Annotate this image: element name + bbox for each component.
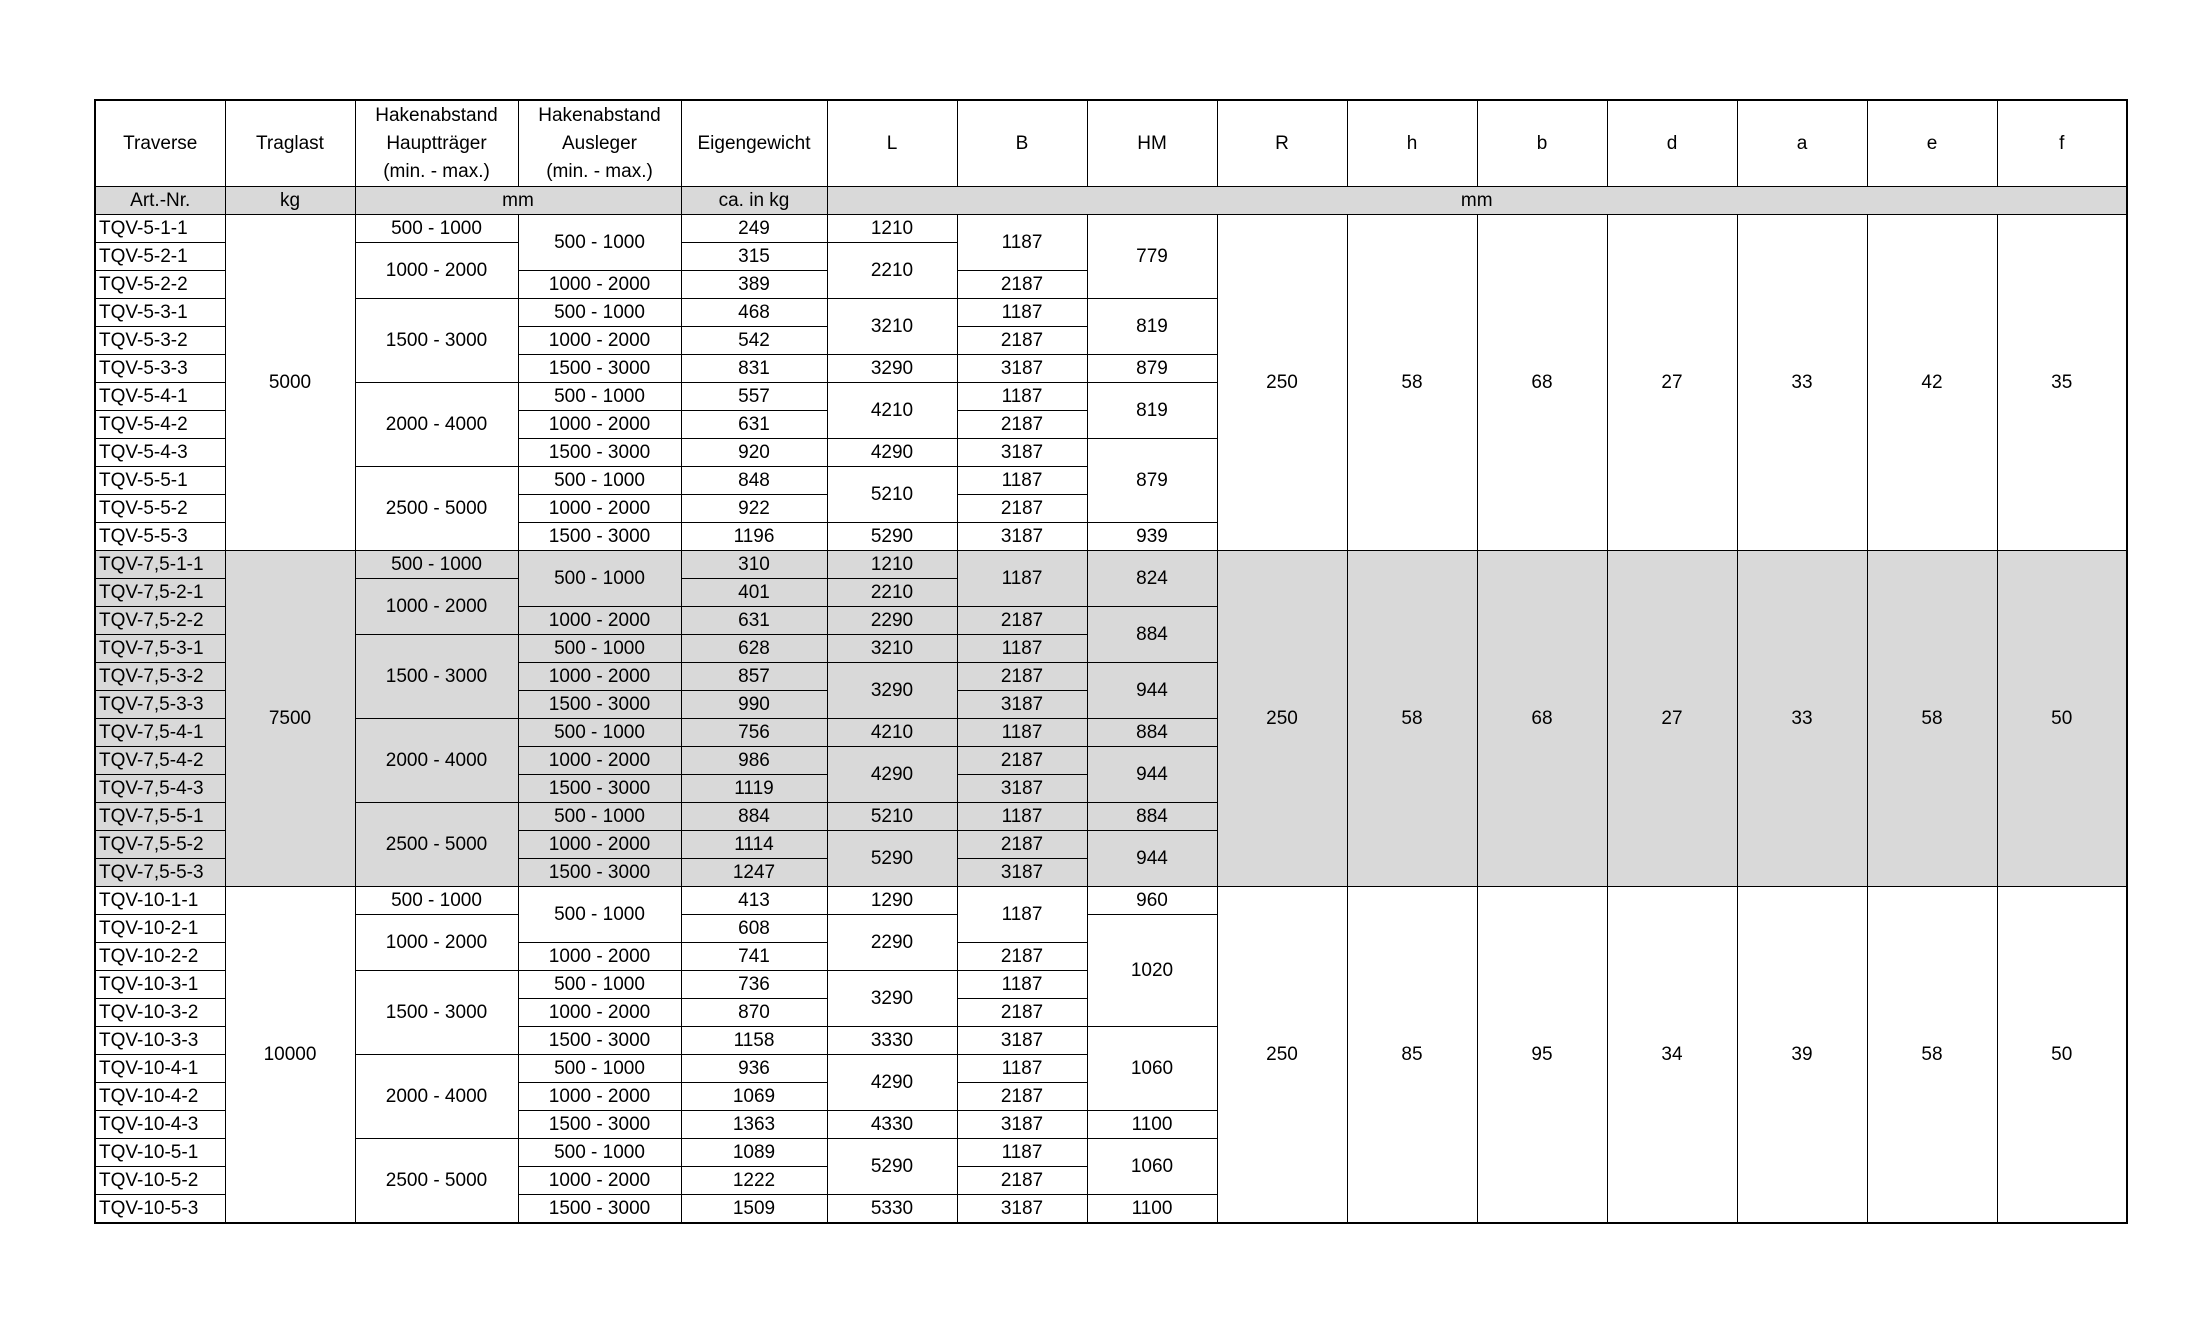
eigengewicht-cell: 736 [681, 971, 827, 999]
header-line: Ausleger [562, 132, 637, 154]
L-cell: 5290 [827, 523, 957, 551]
art-nr-cell: TQV-10-4-2 [95, 1083, 225, 1111]
HM-cell: 884 [1087, 803, 1217, 831]
table-row [95, 551, 2127, 579]
hakenabstand-haupttraeger-cell: 2000 - 4000 [355, 1055, 518, 1139]
B-cell: 3187 [957, 355, 1087, 383]
hakenabstand-ausleger-cell: 1500 - 3000 [518, 691, 681, 719]
B-cell: 2187 [957, 271, 1087, 299]
L-cell: 4290 [827, 747, 957, 803]
L-cell: 2210 [827, 579, 957, 607]
d-cell: 27 [1607, 215, 1737, 551]
L-cell: 5290 [827, 831, 957, 887]
eigengewicht-cell: 848 [681, 467, 827, 495]
art-nr-cell: TQV-5-5-1 [95, 467, 225, 495]
art-nr-cell: TQV-7,5-5-2 [95, 831, 225, 859]
art-nr-cell: TQV-10-5-2 [95, 1167, 225, 1195]
L-cell: 3210 [827, 635, 957, 663]
hakenabstand-haupttraeger-cell: 1000 - 2000 [355, 579, 518, 635]
hakenabstand-haupttraeger-cell: 500 - 1000 [355, 215, 518, 243]
art-nr-cell: TQV-10-3-2 [95, 999, 225, 1027]
header-b: b [1477, 100, 1607, 187]
hakenabstand-haupttraeger-cell: 2500 - 5000 [355, 467, 518, 551]
B-cell: 1187 [957, 887, 1087, 943]
B-cell: 2187 [957, 327, 1087, 355]
hakenabstand-ausleger-cell: 500 - 1000 [518, 299, 681, 327]
traglast-cell: 7500 [225, 551, 355, 887]
a-cell: 39 [1737, 887, 1867, 1224]
eigengewicht-cell: 542 [681, 327, 827, 355]
header-eigengewicht: Eigengewicht [681, 100, 827, 187]
b-cell: 68 [1477, 551, 1607, 887]
hakenabstand-ausleger-cell: 1000 - 2000 [518, 495, 681, 523]
HM-cell: 944 [1087, 663, 1217, 719]
header-hakenabstand-ausleger [518, 100, 681, 187]
R-cell: 250 [1217, 887, 1347, 1224]
art-nr-cell: TQV-7,5-4-1 [95, 719, 225, 747]
hakenabstand-ausleger-cell: 1000 - 2000 [518, 1167, 681, 1195]
hakenabstand-ausleger-cell: 1000 - 2000 [518, 271, 681, 299]
art-nr-cell: TQV-7,5-2-2 [95, 607, 225, 635]
B-cell: 2187 [957, 999, 1087, 1027]
hakenabstand-ausleger-cell: 500 - 1000 [518, 551, 681, 607]
art-nr-cell: TQV-10-3-3 [95, 1027, 225, 1055]
B-cell: 1187 [957, 467, 1087, 495]
art-nr-cell: TQV-10-4-3 [95, 1111, 225, 1139]
e-cell: 42 [1867, 215, 1997, 551]
eigengewicht-cell: 1222 [681, 1167, 827, 1195]
eigengewicht-cell: 986 [681, 747, 827, 775]
art-nr-cell: TQV-7,5-3-1 [95, 635, 225, 663]
h-cell: 58 [1347, 215, 1477, 551]
B-cell: 2187 [957, 1167, 1087, 1195]
L-cell: 5210 [827, 467, 957, 523]
L-cell: 2290 [827, 607, 957, 635]
hakenabstand-ausleger-cell: 500 - 1000 [518, 215, 681, 271]
eigengewicht-cell: 1509 [681, 1195, 827, 1224]
art-nr-cell: TQV-10-2-1 [95, 915, 225, 943]
eigengewicht-cell: 857 [681, 663, 827, 691]
HM-cell: 1100 [1087, 1195, 1217, 1224]
hakenabstand-haupttraeger-cell: 2500 - 5000 [355, 1139, 518, 1224]
eigengewicht-cell: 1196 [681, 523, 827, 551]
d-cell: 27 [1607, 551, 1737, 887]
header-h: h [1347, 100, 1477, 187]
header-HM: HM [1087, 100, 1217, 187]
HM-cell: 879 [1087, 355, 1217, 383]
header-traglast: Traglast [225, 100, 355, 187]
L-cell: 4290 [827, 1055, 957, 1111]
eigengewicht-cell: 389 [681, 271, 827, 299]
hakenabstand-haupttraeger-cell: 500 - 1000 [355, 887, 518, 915]
a-cell: 33 [1737, 215, 1867, 551]
hakenabstand-ausleger-cell: 1000 - 2000 [518, 411, 681, 439]
eigengewicht-cell: 608 [681, 915, 827, 943]
hakenabstand-ausleger-cell: 1000 - 2000 [518, 943, 681, 971]
header-B: B [957, 100, 1087, 187]
B-cell: 1187 [957, 635, 1087, 663]
hakenabstand-haupttraeger-cell: 2500 - 5000 [355, 803, 518, 887]
e-cell: 58 [1867, 887, 1997, 1224]
art-nr-cell: TQV-10-5-3 [95, 1195, 225, 1224]
unit-mm-hakenabstand: mm [355, 187, 681, 215]
art-nr-cell: TQV-10-5-1 [95, 1139, 225, 1167]
art-nr-cell: TQV-10-1-1 [95, 887, 225, 915]
art-nr-cell: TQV-7,5-4-2 [95, 747, 225, 775]
art-nr-cell: TQV-5-4-2 [95, 411, 225, 439]
B-cell: 2187 [957, 411, 1087, 439]
L-cell: 2210 [827, 243, 957, 299]
units-row [95, 187, 2127, 215]
R-cell: 250 [1217, 551, 1347, 887]
art-nr-cell: TQV-5-2-2 [95, 271, 225, 299]
unit-mm-dimensions: mm [827, 187, 2127, 215]
eigengewicht-cell: 922 [681, 495, 827, 523]
hakenabstand-haupttraeger-cell: 2000 - 4000 [355, 719, 518, 803]
B-cell: 3187 [957, 691, 1087, 719]
hakenabstand-haupttraeger-cell: 500 - 1000 [355, 551, 518, 579]
hakenabstand-ausleger-cell: 1500 - 3000 [518, 1195, 681, 1224]
hakenabstand-ausleger-cell: 1000 - 2000 [518, 1083, 681, 1111]
eigengewicht-cell: 315 [681, 243, 827, 271]
traglast-cell: 10000 [225, 887, 355, 1224]
art-nr-cell: TQV-7,5-3-3 [95, 691, 225, 719]
art-nr-cell: TQV-7,5-5-1 [95, 803, 225, 831]
B-cell: 1187 [957, 1055, 1087, 1083]
hakenabstand-haupttraeger-cell: 1500 - 3000 [355, 971, 518, 1055]
table-row [95, 215, 2127, 243]
header-traverse: Traverse [95, 100, 225, 187]
eigengewicht-cell: 557 [681, 383, 827, 411]
header-a: a [1737, 100, 1867, 187]
L-cell: 3290 [827, 971, 957, 1027]
B-cell: 2187 [957, 943, 1087, 971]
hakenabstand-ausleger-cell: 1500 - 3000 [518, 439, 681, 467]
unit-kg: kg [225, 187, 355, 215]
HM-cell: 884 [1087, 607, 1217, 663]
art-nr-cell: TQV-5-1-1 [95, 215, 225, 243]
eigengewicht-cell: 1089 [681, 1139, 827, 1167]
B-cell: 2187 [957, 495, 1087, 523]
header-L: L [827, 100, 957, 187]
HM-cell: 779 [1087, 215, 1217, 299]
f-cell: 50 [1997, 551, 2127, 887]
header-line: (min. - max.) [383, 160, 490, 182]
B-cell: 1187 [957, 971, 1087, 999]
hakenabstand-ausleger-cell: 500 - 1000 [518, 1139, 681, 1167]
traverse-spec-table [94, 99, 2128, 1224]
L-cell: 3330 [827, 1027, 957, 1055]
art-nr-cell: TQV-7,5-2-1 [95, 579, 225, 607]
B-cell: 1187 [957, 551, 1087, 607]
b-cell: 68 [1477, 215, 1607, 551]
eigengewicht-cell: 401 [681, 579, 827, 607]
art-nr-cell: TQV-5-4-1 [95, 383, 225, 411]
hakenabstand-ausleger-cell: 1000 - 2000 [518, 607, 681, 635]
eigengewicht-cell: 1363 [681, 1111, 827, 1139]
L-cell: 4330 [827, 1111, 957, 1139]
HM-cell: 819 [1087, 299, 1217, 355]
hakenabstand-ausleger-cell: 1500 - 3000 [518, 859, 681, 887]
unit-ca-kg: ca. in kg [681, 187, 827, 215]
L-cell: 4290 [827, 439, 957, 467]
eigengewicht-cell: 831 [681, 355, 827, 383]
B-cell: 1187 [957, 383, 1087, 411]
B-cell: 3187 [957, 439, 1087, 467]
header-line: Hakenabstand [538, 104, 661, 126]
hakenabstand-ausleger-cell: 500 - 1000 [518, 971, 681, 999]
header-hakenabstand-haupttraeger [355, 100, 518, 187]
hakenabstand-ausleger-cell: 500 - 1000 [518, 467, 681, 495]
L-cell: 5290 [827, 1139, 957, 1195]
B-cell: 2187 [957, 663, 1087, 691]
HM-cell: 824 [1087, 551, 1217, 607]
d-cell: 34 [1607, 887, 1737, 1224]
B-cell: 2187 [957, 607, 1087, 635]
hakenabstand-haupttraeger-cell: 2000 - 4000 [355, 383, 518, 467]
HM-cell: 879 [1087, 439, 1217, 523]
art-nr-cell: TQV-5-5-2 [95, 495, 225, 523]
L-cell: 3290 [827, 355, 957, 383]
art-nr-cell: TQV-7,5-5-3 [95, 859, 225, 887]
header-e: e [1867, 100, 1997, 187]
eigengewicht-cell: 631 [681, 411, 827, 439]
B-cell: 3187 [957, 775, 1087, 803]
L-cell: 5210 [827, 803, 957, 831]
hakenabstand-ausleger-cell: 1000 - 2000 [518, 999, 681, 1027]
B-cell: 3187 [957, 1195, 1087, 1224]
B-cell: 3187 [957, 1027, 1087, 1055]
hakenabstand-ausleger-cell: 1500 - 3000 [518, 1111, 681, 1139]
a-cell: 33 [1737, 551, 1867, 887]
hakenabstand-haupttraeger-cell: 1000 - 2000 [355, 915, 518, 971]
L-cell: 3210 [827, 299, 957, 355]
R-cell: 250 [1217, 215, 1347, 551]
hakenabstand-haupttraeger-cell: 1500 - 3000 [355, 299, 518, 383]
B-cell: 1187 [957, 1139, 1087, 1167]
B-cell: 1187 [957, 299, 1087, 327]
hakenabstand-ausleger-cell: 500 - 1000 [518, 719, 681, 747]
HM-cell: 1100 [1087, 1111, 1217, 1139]
art-nr-cell: TQV-5-3-2 [95, 327, 225, 355]
hakenabstand-ausleger-cell: 1500 - 3000 [518, 1027, 681, 1055]
eigengewicht-cell: 468 [681, 299, 827, 327]
eigengewicht-cell: 1069 [681, 1083, 827, 1111]
art-nr-cell: TQV-10-3-1 [95, 971, 225, 999]
art-nr-cell: TQV-5-5-3 [95, 523, 225, 551]
header-row [95, 100, 2127, 187]
hakenabstand-ausleger-cell: 1000 - 2000 [518, 831, 681, 859]
header-f: f [1997, 100, 2127, 187]
art-nr-cell: TQV-7,5-1-1 [95, 551, 225, 579]
HM-cell: 944 [1087, 747, 1217, 803]
HM-cell: 1060 [1087, 1027, 1217, 1111]
art-nr-cell: TQV-7,5-3-2 [95, 663, 225, 691]
HM-cell: 819 [1087, 383, 1217, 439]
eigengewicht-cell: 741 [681, 943, 827, 971]
hakenabstand-ausleger-cell: 500 - 1000 [518, 1055, 681, 1083]
traglast-cell: 5000 [225, 215, 355, 551]
hakenabstand-ausleger-cell: 1000 - 2000 [518, 663, 681, 691]
art-nr-cell: TQV-5-2-1 [95, 243, 225, 271]
header-line: (min. - max.) [546, 160, 653, 182]
B-cell: 1187 [957, 803, 1087, 831]
hakenabstand-haupttraeger-cell: 1000 - 2000 [355, 243, 518, 299]
art-nr-cell: TQV-5-4-3 [95, 439, 225, 467]
eigengewicht-cell: 631 [681, 607, 827, 635]
eigengewicht-cell: 990 [681, 691, 827, 719]
e-cell: 58 [1867, 551, 1997, 887]
f-cell: 35 [1997, 215, 2127, 551]
hakenabstand-ausleger-cell: 1000 - 2000 [518, 327, 681, 355]
L-cell: 2290 [827, 915, 957, 971]
eigengewicht-cell: 1114 [681, 831, 827, 859]
B-cell: 2187 [957, 831, 1087, 859]
hakenabstand-ausleger-cell: 1500 - 3000 [518, 523, 681, 551]
hakenabstand-ausleger-cell: 1500 - 3000 [518, 775, 681, 803]
eigengewicht-cell: 1247 [681, 859, 827, 887]
B-cell: 1187 [957, 719, 1087, 747]
B-cell: 1187 [957, 215, 1087, 271]
eigengewicht-cell: 1119 [681, 775, 827, 803]
b-cell: 95 [1477, 887, 1607, 1224]
HM-cell: 960 [1087, 887, 1217, 915]
art-nr-cell: TQV-5-3-1 [95, 299, 225, 327]
header-d: d [1607, 100, 1737, 187]
L-cell: 1210 [827, 215, 957, 243]
unit-art-nr: Art.-Nr. [95, 187, 225, 215]
eigengewicht-cell: 920 [681, 439, 827, 467]
h-cell: 58 [1347, 551, 1477, 887]
eigengewicht-cell: 936 [681, 1055, 827, 1083]
art-nr-cell: TQV-10-4-1 [95, 1055, 225, 1083]
hakenabstand-ausleger-cell: 1000 - 2000 [518, 747, 681, 775]
eigengewicht-cell: 413 [681, 887, 827, 915]
L-cell: 5330 [827, 1195, 957, 1224]
header-line: Hauptträger [386, 132, 487, 154]
HM-cell: 1020 [1087, 915, 1217, 1027]
f-cell: 50 [1997, 887, 2127, 1224]
art-nr-cell: TQV-10-2-2 [95, 943, 225, 971]
header-line: Hakenabstand [375, 104, 498, 126]
hakenabstand-ausleger-cell: 500 - 1000 [518, 887, 681, 943]
table-row [95, 887, 2127, 915]
HM-cell: 944 [1087, 831, 1217, 887]
art-nr-cell: TQV-7,5-4-3 [95, 775, 225, 803]
header-R: R [1217, 100, 1347, 187]
HM-cell: 939 [1087, 523, 1217, 551]
hakenabstand-ausleger-cell: 1500 - 3000 [518, 355, 681, 383]
eigengewicht-cell: 249 [681, 215, 827, 243]
eigengewicht-cell: 628 [681, 635, 827, 663]
B-cell: 3187 [957, 523, 1087, 551]
HM-cell: 884 [1087, 719, 1217, 747]
L-cell: 4210 [827, 383, 957, 439]
h-cell: 85 [1347, 887, 1477, 1224]
hakenabstand-ausleger-cell: 500 - 1000 [518, 803, 681, 831]
art-nr-cell: TQV-5-3-3 [95, 355, 225, 383]
hakenabstand-ausleger-cell: 500 - 1000 [518, 635, 681, 663]
hakenabstand-ausleger-cell: 500 - 1000 [518, 383, 681, 411]
B-cell: 2187 [957, 1083, 1087, 1111]
eigengewicht-cell: 310 [681, 551, 827, 579]
HM-cell: 1060 [1087, 1139, 1217, 1195]
L-cell: 4210 [827, 719, 957, 747]
eigengewicht-cell: 1158 [681, 1027, 827, 1055]
B-cell: 3187 [957, 1111, 1087, 1139]
eigengewicht-cell: 870 [681, 999, 827, 1027]
eigengewicht-cell: 884 [681, 803, 827, 831]
L-cell: 3290 [827, 663, 957, 719]
L-cell: 1290 [827, 887, 957, 915]
B-cell: 3187 [957, 859, 1087, 887]
hakenabstand-haupttraeger-cell: 1500 - 3000 [355, 635, 518, 719]
B-cell: 2187 [957, 747, 1087, 775]
L-cell: 1210 [827, 551, 957, 579]
eigengewicht-cell: 756 [681, 719, 827, 747]
